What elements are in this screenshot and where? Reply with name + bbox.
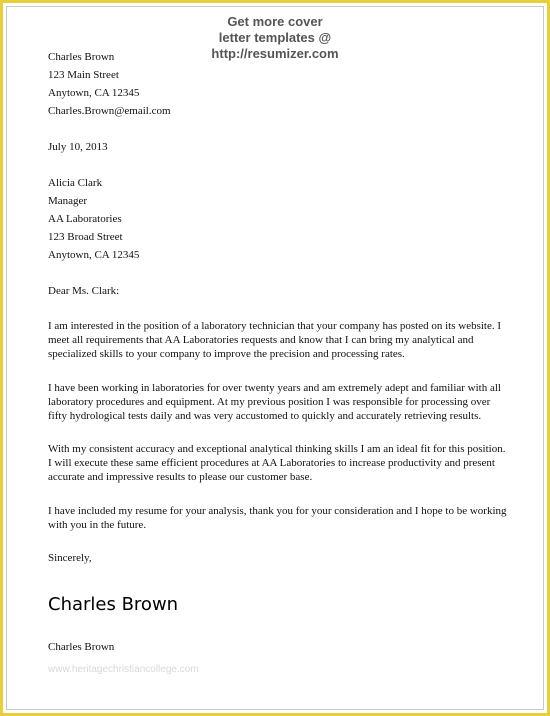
body-paragraph-2: I have been working in laboratories for over twenty years and am extremely adept and familiar with all laboratory procedures and equipment. At my previous position I was responsible for processing over fifty hydrological tests daily and was very accustomed to quickly and accurately retrieving results.	[48, 382, 501, 422]
salutation: Dear Ms. Clark:	[48, 285, 120, 297]
recipient-title: Manager	[48, 195, 88, 207]
recipient-company: AA Laboratories	[48, 213, 122, 225]
watermark: www.heritagechristiancollege.com	[48, 664, 199, 675]
printed-name: Charles Brown	[48, 641, 115, 653]
recipient-street: 123 Broad Street	[48, 231, 123, 243]
promo-line-2: letter templates @	[218, 30, 332, 45]
promo-banner	[175, 14, 375, 62]
sender-name: Charles Brown	[48, 51, 115, 63]
signature: Charles Brown	[48, 594, 179, 615]
letter-date: July 10, 2013	[48, 141, 108, 153]
promo-line-1: Get more cover	[227, 14, 323, 29]
promo-link[interactable]: http://resumizer.com	[211, 46, 339, 61]
sender-email: Charles.Brown@email.com	[48, 105, 171, 117]
recipient-city: Anytown, CA 12345	[48, 249, 140, 261]
sender-street: 123 Main Street	[48, 69, 119, 81]
sender-city: Anytown, CA 12345	[48, 87, 140, 99]
body-paragraph-4: I have included my resume for your analysis, thank you for your consideration and I hope to be working with you in the future.	[48, 505, 507, 531]
body-paragraph-1: I am interested in the position of a laboratory technician that your company has posted on its website. I meet all requirements that AA Laboratories requests and know that I can bring my analytical and specialized skills to your company to improve the precision and processing rates.	[48, 320, 502, 360]
body-paragraph-3: With my consistent accuracy and exceptional analytical thinking skills I am an ideal fit for this position. I will execute these same efficient procedures at AA Laboratories to increase productivity and present accurate and impressive results to please our customer base.	[48, 443, 506, 483]
recipient-name: Alicia Clark	[48, 177, 103, 189]
closing: Sincerely,	[48, 552, 92, 564]
